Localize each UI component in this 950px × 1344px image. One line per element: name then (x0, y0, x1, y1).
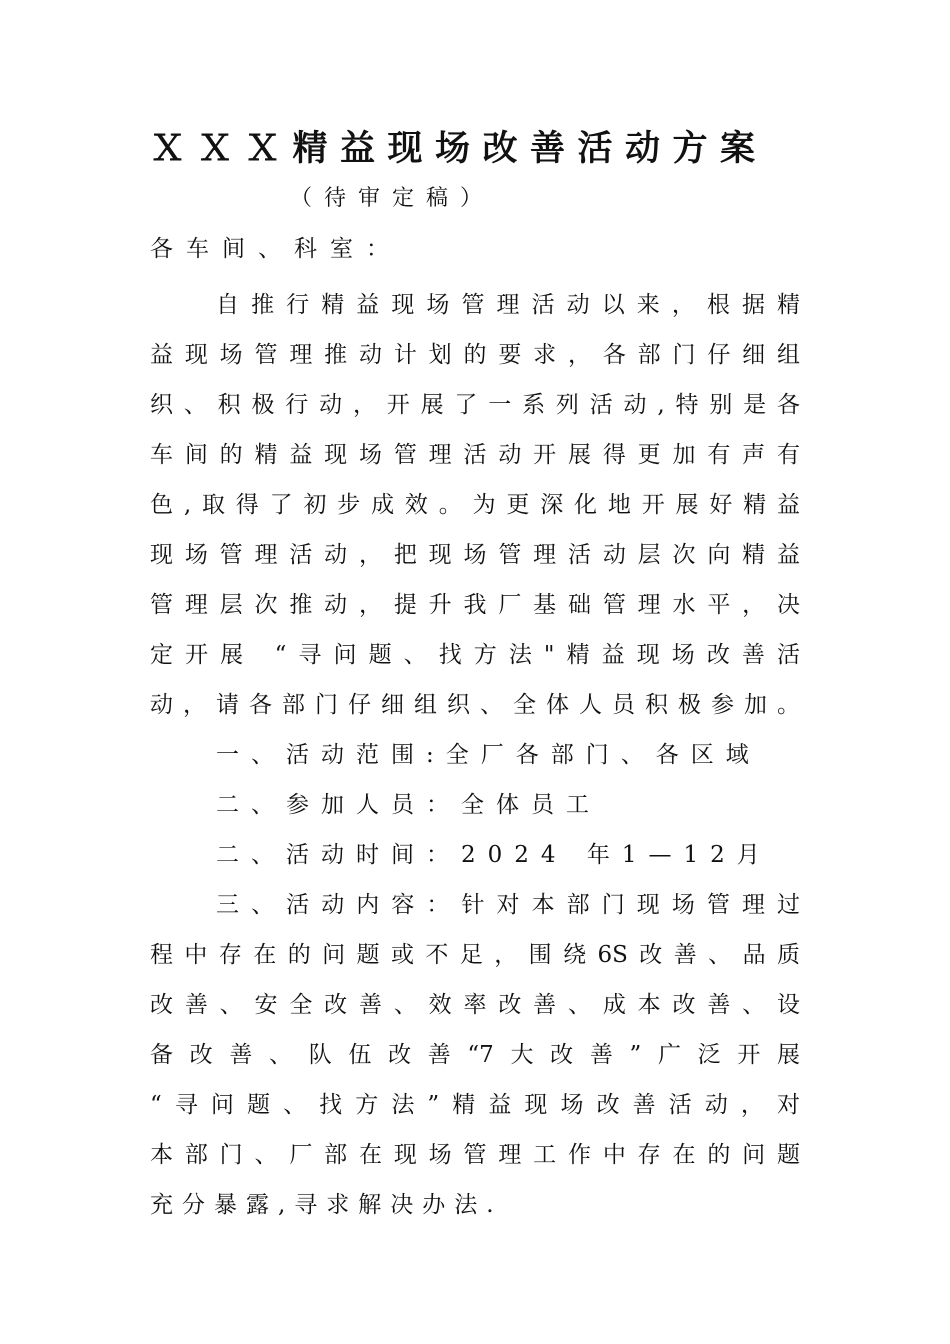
content-line: 三、活动内容：针对本部门现场管理过 (216, 892, 800, 918)
activity-scope: 一、活动范围:全厂各部门、各区域 (216, 742, 761, 768)
document-body (150, 280, 800, 1230)
content-line: 充分暴露,寻求解决办法. (150, 1192, 503, 1218)
document-title: ＸＸＸ精益现场改善活动方案 (150, 129, 768, 169)
intro-line: 管理层次推动，提升我厂基础管理水平，决 (150, 592, 800, 618)
salutation: 各车间、科室： (150, 236, 402, 262)
activity-time: 二、活动时间：2024 年1—12月 (216, 842, 772, 868)
intro-line: 自推行精益现场管理活动以来，根据精 (216, 292, 800, 318)
intro-line: 织、积极行动，开展了一系列活动,特别是各 (150, 392, 800, 418)
intro-line: 益现场管理推动计划的要求，各部门仔细组 (150, 342, 800, 368)
intro-line: 动，请各部门仔细组织、全体人员积极参加。 (150, 692, 800, 718)
document-subtitle: （待审定稿） (290, 186, 495, 211)
content-line: 改善、安全改善、效率改善、成本改善、设 (150, 992, 800, 1018)
content-line: 程中存在的问题或不足，围绕6S改善、品质 (150, 942, 800, 968)
participants: 二、参加人员：全体员工 (216, 792, 601, 818)
content-line: 本部门、厂部在现场管理工作中存在的问题 (150, 1142, 800, 1168)
intro-line: 定开展 “寻问题、找方法"精益现场改善活 (150, 642, 800, 668)
content-line: “寻问题、找方法”精益现场改善活动，对 (150, 1092, 800, 1118)
content-line: 备改善、队伍改善“7大改善”广泛开展 (150, 1042, 800, 1068)
intro-line: 现场管理活动，把现场管理活动层次向精益 (150, 542, 800, 568)
intro-line: 色,取得了初步成效。为更深化地开展好精益 (150, 492, 800, 518)
intro-line: 车间的精益现场管理活动开展得更加有声有 (150, 442, 800, 468)
